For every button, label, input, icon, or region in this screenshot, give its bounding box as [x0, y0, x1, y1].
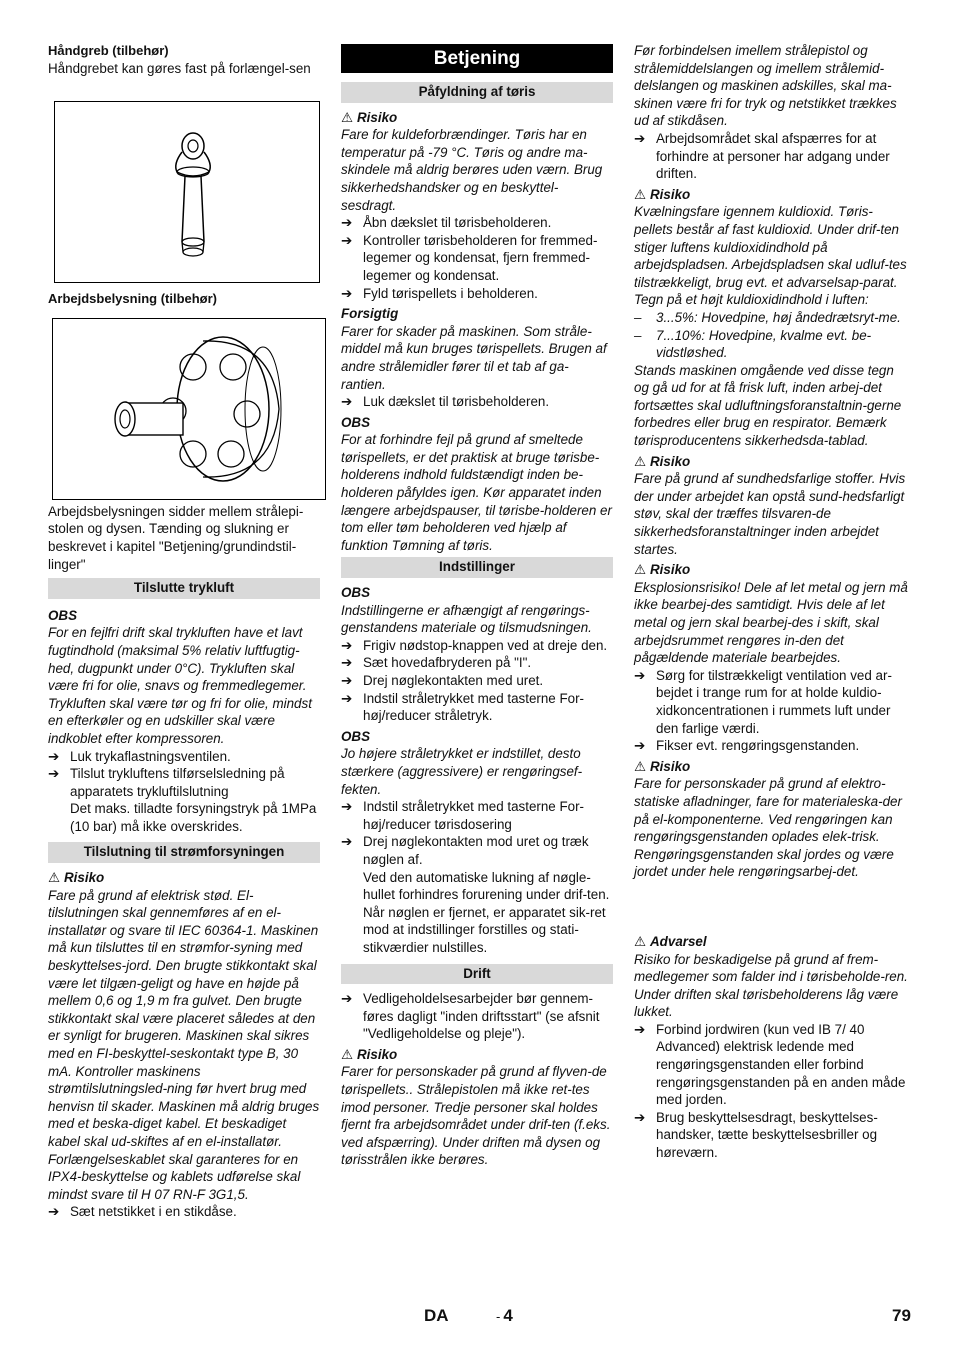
risk-label: ⚠ Risiko — [48, 870, 105, 886]
risk-text: Stands maskinen omgående ved disse tegn og gå ud for at få frisk luft, inden arbej-det fortsættes skal udluftningsforanstaltnin-gerne forbedres eller brug en respirator. Bemærk tørisproducentens sikkerhedsda-tablad. — [634, 362, 902, 449]
warning-triangle-icon: ⚠ — [341, 109, 354, 125]
warning-label: ⚠ Advarsel — [634, 933, 707, 949]
risk-text: Eksplosionsrisiko! Dele af let metal og jern må ikke bearbej-des samtidigt. Hvis dele af let metal og jern skal bearbej-des i skift, skal arbejdsrummet rengøres in-den det pågældende materiale bearbejdes. — [634, 579, 908, 666]
step: ➔ Luk trykaflastningsventilen. — [48, 748, 231, 764]
step: ➔ Vedligeholdelsesarbejder bør gennem-føres dagligt "inden driftsstart" (se afsnit "Vedligeholdelse og pleje"). — [341, 991, 600, 1042]
arrow-right-icon: ➔ — [341, 394, 353, 410]
obs-label: OBS — [341, 414, 371, 430]
section-heading-power: Tilslutning til strømforsyningen — [48, 842, 320, 863]
step: ➔ Drej nøglekontakten med uret. — [341, 673, 544, 688]
risk-label: ⚠ Risiko — [341, 1046, 398, 1062]
main-heading: Betjening — [341, 44, 613, 73]
section-heading-settings: Indstillinger — [341, 557, 613, 578]
obs-text: For en fejlfri drift skal trykluften have et lavt fugtindhold (maksimal 5% relativ luftfugtig-hed, dugpunkt under 0°C). Trykluften skal være fri for olie, snavs og fremmedlegemer. Trykluften skal være tør og fri for olie, mindst en efterkøler og en udskiller skal være indkoblet efter kompressoren. — [48, 625, 312, 746]
light-text: Arbejdsbelysningen sidder mellem strålepi-stolen og dysen. Tænding og slukning er beskrevet i kapitel "Betjening/grundindstil-linger" — [48, 503, 304, 572]
arrow-right-icon: ➔ — [341, 799, 353, 815]
section-heading-fill: Påfyldning af tøris — [341, 82, 613, 103]
column-left — [48, 42, 320, 1221]
step: ➔ Brug beskyttelsesdragt, beskyttelses-handsker, tætte beskyttelsesbriller og høreværn. — [634, 1109, 878, 1161]
arrow-right-icon: ➔ — [48, 1204, 60, 1220]
risk-label: ⚠ Risiko — [634, 453, 691, 469]
warning-text: Risiko for beskadigelse på grund af frem-medlegemer som falder ind i tørisbeholde-ren. Under driften skal tørisbeholderens låg være lukket. — [634, 951, 908, 1020]
intro-text: Før forbindelsen imellem strålepistol og strålemiddelslangen og imellem strålemid-delslangen og maskinen adskilles, skal ma-skinen være fri for tryk og netstikket trækkes ud af stikdåsen. — [634, 43, 897, 129]
step: ➔ Fyld tørispellets i beholderen. — [341, 285, 538, 301]
obs-label: OBS — [341, 728, 371, 744]
step: ➔ Arbejdsområdet skal afspærres for at forhindre at personer har adgang under driften. — [634, 130, 890, 182]
obs-label: OBS — [48, 607, 78, 623]
page-number: 79 — [892, 1306, 911, 1325]
warning-triangle-icon: ⚠ — [48, 870, 61, 886]
work-light-image — [52, 318, 326, 500]
obs-text: Indstillingerne er afhængigt af rengørings-genstandens materiale og tilsmudsningen. — [341, 602, 592, 636]
light-title: Arbejdsbelysning (tilbehør) — [48, 291, 218, 307]
arrow-right-icon: ➔ — [341, 232, 353, 248]
arrow-right-icon: ➔ — [634, 667, 646, 683]
step-note: Det maks. tilladte forsyningstryk på 1MPa (10 bar) må ikke overskrides. — [70, 801, 317, 834]
step: ➔ Åbn dækslet til tørisbeholderen. — [341, 215, 552, 231]
step: ➔ Frigiv nødstop-knappen ved at dreje den. — [341, 637, 608, 653]
warning-triangle-icon: ⚠ — [634, 186, 647, 202]
arrow-right-icon: ➔ — [48, 766, 60, 782]
risk-text: Fare for kuldeforbrændinger. Tøris har en temperatur på -79 °C. Tøris og andre ma-skindele må aldrig berøres uden værn. Brug sikkerhedshandsker og en beskyttel-sesdragt. — [341, 127, 603, 213]
risk-label: ⚠ Risiko — [634, 758, 691, 774]
risk-text: Fare for personskader på grund af elektro-statiske afladninger, fare for materialeska-der på el-komponenterne. Ved rengøringen kan rengøringsgenstanden oplades elek-trisk. Rengøringsgenstanden skal jordes og være jordet under hele rengøringsarbej-det. — [634, 776, 902, 880]
warning-triangle-icon: ⚠ — [634, 933, 647, 949]
handle-title: Håndgreb (tilbehør) — [48, 43, 169, 58]
obs-label: OBS — [341, 585, 371, 601]
risk-text: Farer for personskader på grund af flyven-de tørispellets.. Strålepistolen må ikke ret-tes imod personer. Tredje personer skal holdes fjernt fra arbejdsområdet under drif-ten (f.eks. ved afspærring). Under driften må dysen og tørisstrålen ikke berøres. — [341, 1064, 611, 1168]
arrow-right-icon: ➔ — [634, 130, 646, 146]
column-middle — [341, 42, 613, 1169]
warning-triangle-icon: ⚠ — [341, 1046, 354, 1062]
step: ➔ Luk dækslet til tørisbeholderen. — [341, 394, 550, 410]
arrow-right-icon: ➔ — [341, 673, 353, 688]
list-item: – 7...10%: Hovedpine, kvalme evt. be-vidstløshed. — [634, 327, 872, 361]
obs-text: For at forhindre fejl på grund af smeltede tørispellets, er det praktisk at bruge tørisbe-holderens indhold fuldstændigt inden be-holderen påfyldes igen. Kør apparatet inden længere arbejdspauser, til tørisbe-holderen er tom eller tøm beholderen ved hjælp af funktion Tømning af tøris. — [341, 432, 612, 553]
step: ➔ Fikser evt. rengøringsgenstanden. — [634, 738, 860, 754]
footer-language: DA — [424, 1306, 449, 1325]
risk-text: Fare på grund af sundhedsfarlige stoffer. Hvis der under arbejdet kan opstå sund-hedsfarligt støv, skal der træffes tilsvaren-de sikkerhedsforanstaltninger inden arbejdet startes. — [634, 471, 906, 557]
step: ➔ Kontroller tørisbeholderen for fremmed-legemer og kondensat, fjern fremmed-legemer og kondensat. — [341, 232, 598, 283]
step-note: Ved den automatiske lukning af nøgle-hullet forhindres forurening under drif-ten. — [363, 869, 610, 903]
caution-text: Farer for skader på maskinen. Som stråle-middel må kun bruges tørispellets. Brugen af andre strålemidler fører til et tab af ga-rantien. — [341, 323, 607, 392]
step-note: Når nøglen er fjernet, er apparatet sik-ret mod at indstillinger forstilles og stati-stikværdier nulstilles. — [363, 904, 606, 955]
step: ➔ Tilslut trykluftens tilførselsledning på apparatets trykluftilslutning — [48, 766, 285, 799]
footer-section: - 4 — [496, 1306, 513, 1325]
arrow-right-icon: ➔ — [634, 1021, 646, 1037]
warning-triangle-icon: ⚠ — [634, 758, 647, 774]
step: ➔ Indstil stråletrykket med tasterne For-høj/reducer stråletryk. — [341, 690, 585, 724]
caution-label: Forsigtig — [341, 306, 399, 322]
arrow-right-icon: ➔ — [341, 655, 353, 671]
risk-label: ⚠ Risiko — [634, 562, 691, 578]
step: ➔ Drej nøglekontakten mod uret og træk nøglen af. — [341, 834, 589, 867]
column-right — [634, 42, 908, 1162]
list-item: – 3...5%: Hovedpine, høj åndedrætsryt-me. — [634, 309, 901, 325]
arrow-right-icon: ➔ — [634, 738, 646, 754]
arrow-right-icon: ➔ — [341, 215, 353, 231]
section-heading-operation: Drift — [341, 964, 613, 985]
risk-label: ⚠ Risiko — [634, 186, 691, 202]
warning-triangle-icon: ⚠ — [634, 453, 647, 469]
arrow-right-icon: ➔ — [48, 748, 60, 764]
arrow-right-icon: ➔ — [341, 834, 353, 850]
handle-text: Håndgrebet kan gøres fast på forlængel-sen — [48, 60, 311, 76]
warning-triangle-icon: ⚠ — [634, 562, 647, 578]
handle-image — [54, 101, 320, 283]
risk-label: ⚠ Risiko — [341, 109, 398, 125]
step: ➔ Sørg for tilstrækkeligt ventilation ved ar-bejdet i trange rum for at holde kuldio-xidkoncentrationen i rummets luft under den farlige værdi. — [634, 667, 892, 736]
step: ➔ Sæt netstikket i en stikdåse. — [48, 1204, 237, 1220]
arrow-right-icon: ➔ — [341, 690, 353, 706]
risk-text: Fare på grund af elektrisk stød. El-tilslutningen skal gennemføres af en el-installatør og svare til IEC 60364-1. Maskinen må kun tilsluttes til en strømfor-syning med beskyttelses-jord. Den brugte stikkontakt skal være let tilgæn-geligt og have en højde på mellem 0,6 og 1,9 m fra gulvet. Den brugte stikkontakt skal være placeret således at den er synligt for brugeren. Maskinen skal sikres med en FI-beskyttel-seskontakt type B, 30 mA. Kontroller maskinens strømtilslutningsled-ning før hvert brug med henvisn til skader. Maskinen må aldrig bruges med et beska-diget kabel. Et beskadiget kabel skal ud-skiftes af en el-installatør. Forlængelseskablet skal garanteres for en IPX4-beskyttelse og kablets udførelse skal mindst svare til H 07 RN-F 3G1,5. — [48, 887, 320, 1202]
step: ➔ Sæt hovedafbryderen på "I". — [341, 655, 532, 671]
step: ➔ Forbind jordwiren (kun ved IB 7/ 40 Advanced) elektrisk ledende med rengøringsgenstanden eller forbind rengøringsgenstanden på en anden måde med jorden. — [634, 1021, 906, 1108]
section-heading-air: Tilslutte trykluft — [48, 578, 320, 599]
arrow-right-icon: ➔ — [634, 1109, 646, 1125]
arrow-right-icon: ➔ — [341, 637, 353, 653]
risk-text: Kvælningsfare igennem kuldioxid. Tøris-pellets består af fast kuldioxid. Under drif-ten stiger luftens kuldioxidindhold på arbejdspladsen. Arbejdspladsen skal udluf-tes tilstrækkeligt, brug evt. et advarselsap-parat. Tegn på et højt kuldioxidindhold i luften: — [634, 204, 907, 308]
arrow-right-icon: ➔ — [341, 285, 353, 301]
step: ➔ Indstil stråletrykket med tasterne For-høj/reducer tørisdosering — [341, 799, 585, 832]
obs-text: Jo højere stråletrykket er indstillet, desto stærkere (aggressivere) er rengøringsef-fekten. — [341, 746, 583, 797]
arrow-right-icon: ➔ — [341, 991, 353, 1007]
